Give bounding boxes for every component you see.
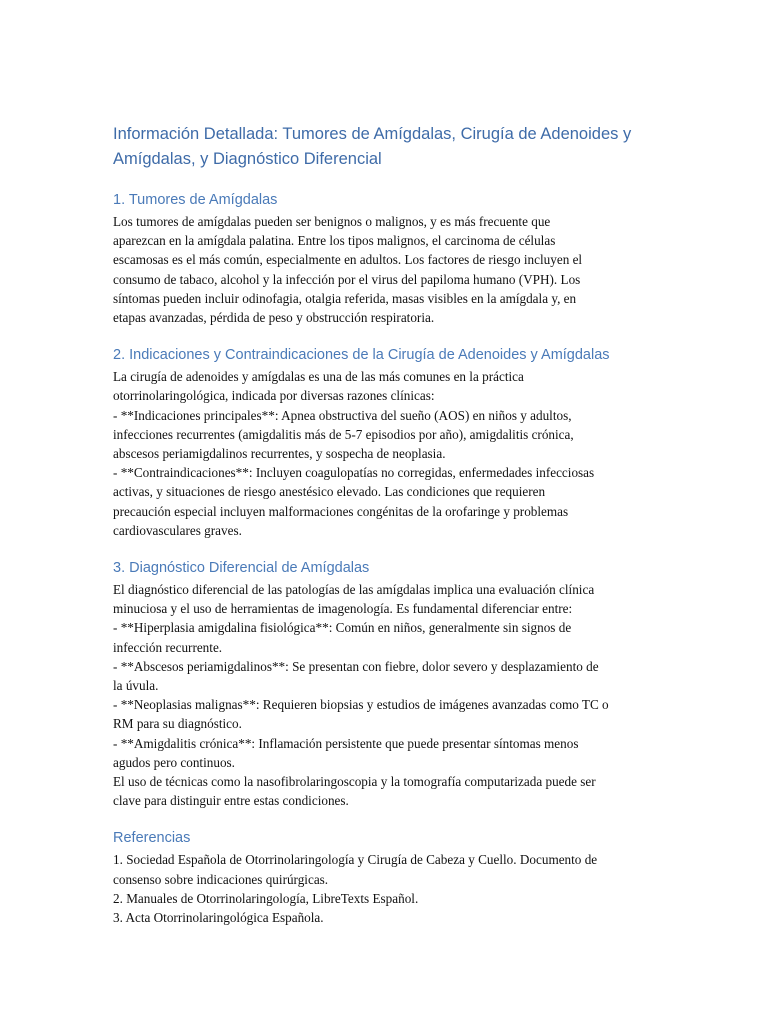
document-title-line: Información Detallada: Tumores de Amígdalas, Cirugía de Adenoides y [113, 125, 632, 143]
text-line: - **Hiperplasia amigdalina fisiológica**: Común en niños, generalmente sin signos de [113, 620, 572, 636]
text-line: El uso de técnicas como la nasofibrolaringoscopia y la tomografía computarizada puede ser [113, 774, 596, 790]
reference-line: 1. Sociedad Española de Otorrinolaringología y Cirugía de Cabeza y Cuello. Documento de [113, 852, 598, 868]
reference-line: consenso sobre indicaciones quirúrgicas. [113, 871, 329, 887]
document-page [113, 122, 658, 927]
section-tumores [113, 190, 658, 327]
reference-line: 2. Manuales de Otorrinolaringología, LibreTexts Español. [113, 890, 419, 906]
text-line: abscesos periamigdalinos recurrentes, y sospecha de neoplasia. [113, 446, 446, 462]
reference-line: 3. Acta Otorrinolaringológica Española. [113, 910, 324, 926]
section-indicaciones [113, 345, 658, 540]
text-line: RM para su diagnóstico. [113, 716, 242, 732]
text-line: infecciones recurrentes (amigdalitis más de 5-7 episodios por año), amigdalitis crónica, [113, 426, 574, 442]
section-paragraph [113, 367, 658, 540]
text-line: cardiovasculares graves. [113, 522, 242, 538]
text-line: síntomas pueden incluir odinofagia, otalgia referida, masas visibles en la amígdala y, en [113, 290, 577, 306]
text-line: precaución especial incluyen malformaciones congénitas de la orofaringe y problemas [113, 503, 569, 519]
text-line: infección recurrente. [113, 639, 223, 655]
text-line: clave para distinguir entre estas condiciones. [113, 793, 349, 809]
text-line: agudos pero continuos. [113, 754, 235, 770]
text-line: activas, y situaciones de riesgo anestésico elevado. Las condiciones que requieren [113, 484, 546, 500]
text-line: la úvula. [113, 678, 159, 694]
text-line: aparezcan en la amígdala palatina. Entre los tipos malignos, el carcinoma de células [113, 233, 556, 249]
section-heading: 3. Diagnóstico Diferencial de Amígdalas [113, 560, 370, 577]
section-paragraph [113, 580, 658, 810]
text-line: El diagnóstico diferencial de las patologías de las amígdalas implica una evaluación clínica [113, 582, 595, 598]
document-title-line: Amígdalas, y Diagnóstico Diferencial [113, 150, 382, 168]
text-line: minuciosa y el uso de herramientas de imagenología. Es fundamental diferenciar entre: [113, 601, 573, 617]
section-diagnostico [113, 558, 658, 810]
section-heading: 1. Tumores de Amígdalas [113, 192, 278, 208]
references-list [113, 850, 658, 927]
section-referencias [113, 828, 658, 927]
text-line: - **Contraindicaciones**: Incluyen coagulopatías no corregidas, enfermedades infecciosas [113, 465, 595, 481]
text-line: - **Indicaciones principales**: Apnea obstructiva del sueño (AOS) en niños y adultos, [113, 407, 572, 423]
text-line: - **Amigdalitis crónica**: Inflamación persistente que puede presentar síntomas menos [113, 735, 579, 751]
text-line: - **Abscesos periamigdalinos**: Se presentan con fiebre, dolor severo y desplazamiento de [113, 658, 599, 674]
section-heading: 2. Indicaciones y Contraindicaciones de la Cirugía de Adenoides y Amígdalas [113, 347, 610, 364]
text-line: Los tumores de amígdalas pueden ser benignos o malignos, y es más frecuente que [113, 214, 551, 229]
text-line: escamosas es el más común, especialmente en adultos. Los factores de riesgo incluyen el [113, 252, 583, 268]
document-title [113, 122, 658, 172]
section-heading: Referencias [113, 830, 191, 847]
text-line: La cirugía de adenoides y amígdalas es una de las más comunes en la práctica [113, 369, 524, 385]
text-line: consumo de tabaco, alcohol y la infección por el virus del papiloma humano (VPH). Los [113, 271, 581, 287]
text-line: otorrinolaringológica, indicada por diversas razones clínicas: [113, 388, 435, 404]
section-paragraph [113, 212, 658, 327]
text-line: - **Neoplasias malignas**: Requieren biopsias y estudios de imágenes avanzadas como TC o [113, 697, 609, 713]
text-line: etapas avanzadas, pérdida de peso y obstrucción respiratoria. [113, 310, 435, 326]
